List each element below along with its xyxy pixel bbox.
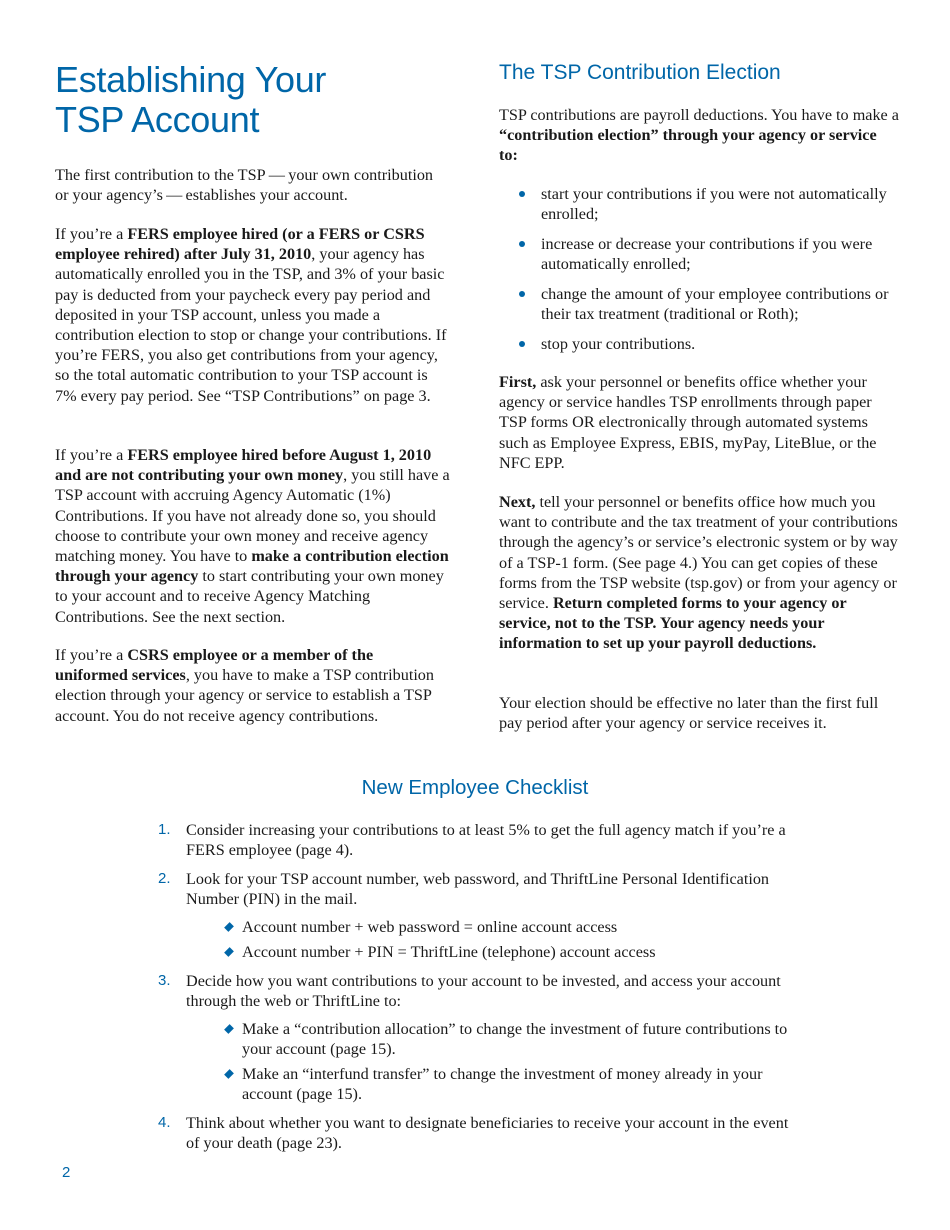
new-employee-checklist <box>158 820 798 1162</box>
text: ask your personnel or benefits office whether your agency or service handles TSP enrollments through paper TSP forms OR electronically through automated systems such as Employee Express, EBIS, myPay, LiteBlue, or the NFC EPP. <box>499 373 877 472</box>
checklist-item <box>158 1113 798 1153</box>
emphasis-text: First, <box>499 373 537 391</box>
first-step-paragraph <box>499 372 899 473</box>
sub-list-item <box>186 1019 798 1059</box>
text: , you still have a TSP account with accruing Agency Automatic (1%) Contributions. If you have not already done so, you should choose to contribute your own money and receive agency matching money. You have to <box>55 466 450 566</box>
csrs-paragraph <box>55 645 450 726</box>
emphasis-text: CSRS employee or a member of the uniformed services <box>55 646 374 685</box>
text: TSP contributions are payroll deductions. You have to make a <box>499 106 899 124</box>
bullet-icon <box>519 191 525 197</box>
sub-list-item <box>186 942 798 962</box>
text: If you’re a <box>55 225 128 243</box>
bullet-icon <box>519 341 525 347</box>
text: to start contributing your own money to your account and to receive Agency Matching Contributions. See the next section. <box>55 567 444 626</box>
emphasis-text: FERS employee hired (or a FERS or CSRS employee rehired) after July 31, 2010 <box>55 225 425 264</box>
bullet-icon <box>519 291 525 297</box>
emphasis-text: Next, <box>499 493 536 511</box>
checklist-heading: New Employee Checklist <box>361 776 589 799</box>
diamond-bullet-icon <box>224 1024 234 1034</box>
text: , you have to make a TSP contribution election through your agency or service to establish a TSP account. You do not receive agency contributions. <box>55 666 434 725</box>
item-number: 3. <box>158 971 171 989</box>
sub-item-text: Make a “contribution allocation” to change the investment of future contributions to your account (page 15). <box>242 1020 788 1059</box>
item-text: Decide how you want contributions to your account to be invested, and access your account through the web or ThriftLine to: <box>186 971 781 1010</box>
page-title <box>55 60 326 140</box>
diamond-bullet-icon <box>224 922 234 932</box>
checklist-item <box>158 971 798 1105</box>
emphasis-text: “contribution election” through your agency or service to: <box>499 126 877 165</box>
text: If you’re a <box>55 446 128 464</box>
sub-item-text: Make an “interfund transfer” to change the investment of money already in your account (page 15). <box>242 1065 763 1104</box>
bullet-icon <box>519 241 525 247</box>
list-item <box>499 334 899 354</box>
list-item <box>499 234 899 274</box>
sub-item-text: Account number + web password = online account access <box>242 918 618 937</box>
list-item-text: stop your contributions. <box>541 334 696 353</box>
next-step-paragraph <box>499 492 899 654</box>
sub-list-item <box>186 917 798 937</box>
text: If you’re a <box>55 646 128 664</box>
item-text: Look for your TSP account number, web password, and ThriftLine Personal Identification Number (PIN) in the mail. <box>186 869 770 909</box>
list-item-text: increase or decrease your contributions if you were automatically enrolled; <box>541 234 873 274</box>
item-number: 4. <box>158 1113 171 1131</box>
election-intro-paragraph <box>499 105 899 166</box>
list-item <box>499 184 899 224</box>
sub-item-text: Account number + PIN = ThriftLine (telephone) account access <box>242 943 656 962</box>
sub-list-item <box>186 1064 798 1104</box>
item-number: 1. <box>158 821 171 838</box>
diamond-bullet-icon <box>224 1069 234 1079</box>
page-number: 2 <box>62 1164 71 1181</box>
list-item-text: change the amount of your employee contributions or their tax treatment (traditional or Roth); <box>541 284 889 324</box>
emphasis-text: FERS employee hired before August 1, 2010 and are not contributing your own money <box>55 446 432 485</box>
diamond-bullet-icon <box>224 947 234 957</box>
text: tell your personnel or benefits office how much you want to contribute and the tax treatment of your contributions through the agency’s or service’s electronic system or by way of a TSP-1 form. (See page 4.) You can get copies of these forms from the TSP website (tsp.gov) or from your agency or service. <box>499 493 898 613</box>
item-number: 2. <box>158 869 171 887</box>
checklist-item <box>158 869 798 962</box>
sub-list <box>186 917 798 962</box>
intro-paragraph: The first contribution to the TSP — your own contribution or your agency’s — establishes your account. <box>55 166 434 205</box>
fers-before-2010-paragraph <box>55 445 450 627</box>
text: , your agency has automatically enrolled you in the TSP, and 3% of your basic pay is deducted from your paycheck every pay period and deposited in your TSP account, unless you made a contribution election to stop or change your contributions. If you’re FERS, you also get contributions from your agency, so the total automatic contribution to your TSP account is 7% every pay period. See “TSP Contributions” on page 3. <box>55 245 447 405</box>
list-item-text: start your contributions if you were not automatically enrolled; <box>541 185 887 224</box>
item-text: Consider increasing your contributions to at least 5% to get the full agency match if you’re a FERS employee (page 4). <box>186 821 786 860</box>
page-title-line2: TSP Account <box>55 99 260 140</box>
emphasis-text: make a contribution election through your agency <box>55 547 449 586</box>
page-title-line1: Establishing Your <box>55 59 327 100</box>
checklist-item <box>158 820 798 860</box>
election-bullet-list <box>499 184 899 363</box>
sub-list <box>186 1019 798 1104</box>
list-item <box>499 284 899 324</box>
emphasis-text: Return completed forms to your agency or service, not to the TSP. Your agency needs your information to set up your payroll deductions. <box>499 594 847 653</box>
section-heading-contribution-election: The TSP Contribution Election <box>499 61 781 84</box>
fers-after-2010-paragraph <box>55 224 450 406</box>
item-text: Think about whether you want to designate beneficiaries to receive your account in the event of your death (page 23). <box>186 1113 789 1153</box>
election-effective-paragraph: Your election should be effective no later than the first full pay period after your agency or service receives it. <box>499 694 879 733</box>
